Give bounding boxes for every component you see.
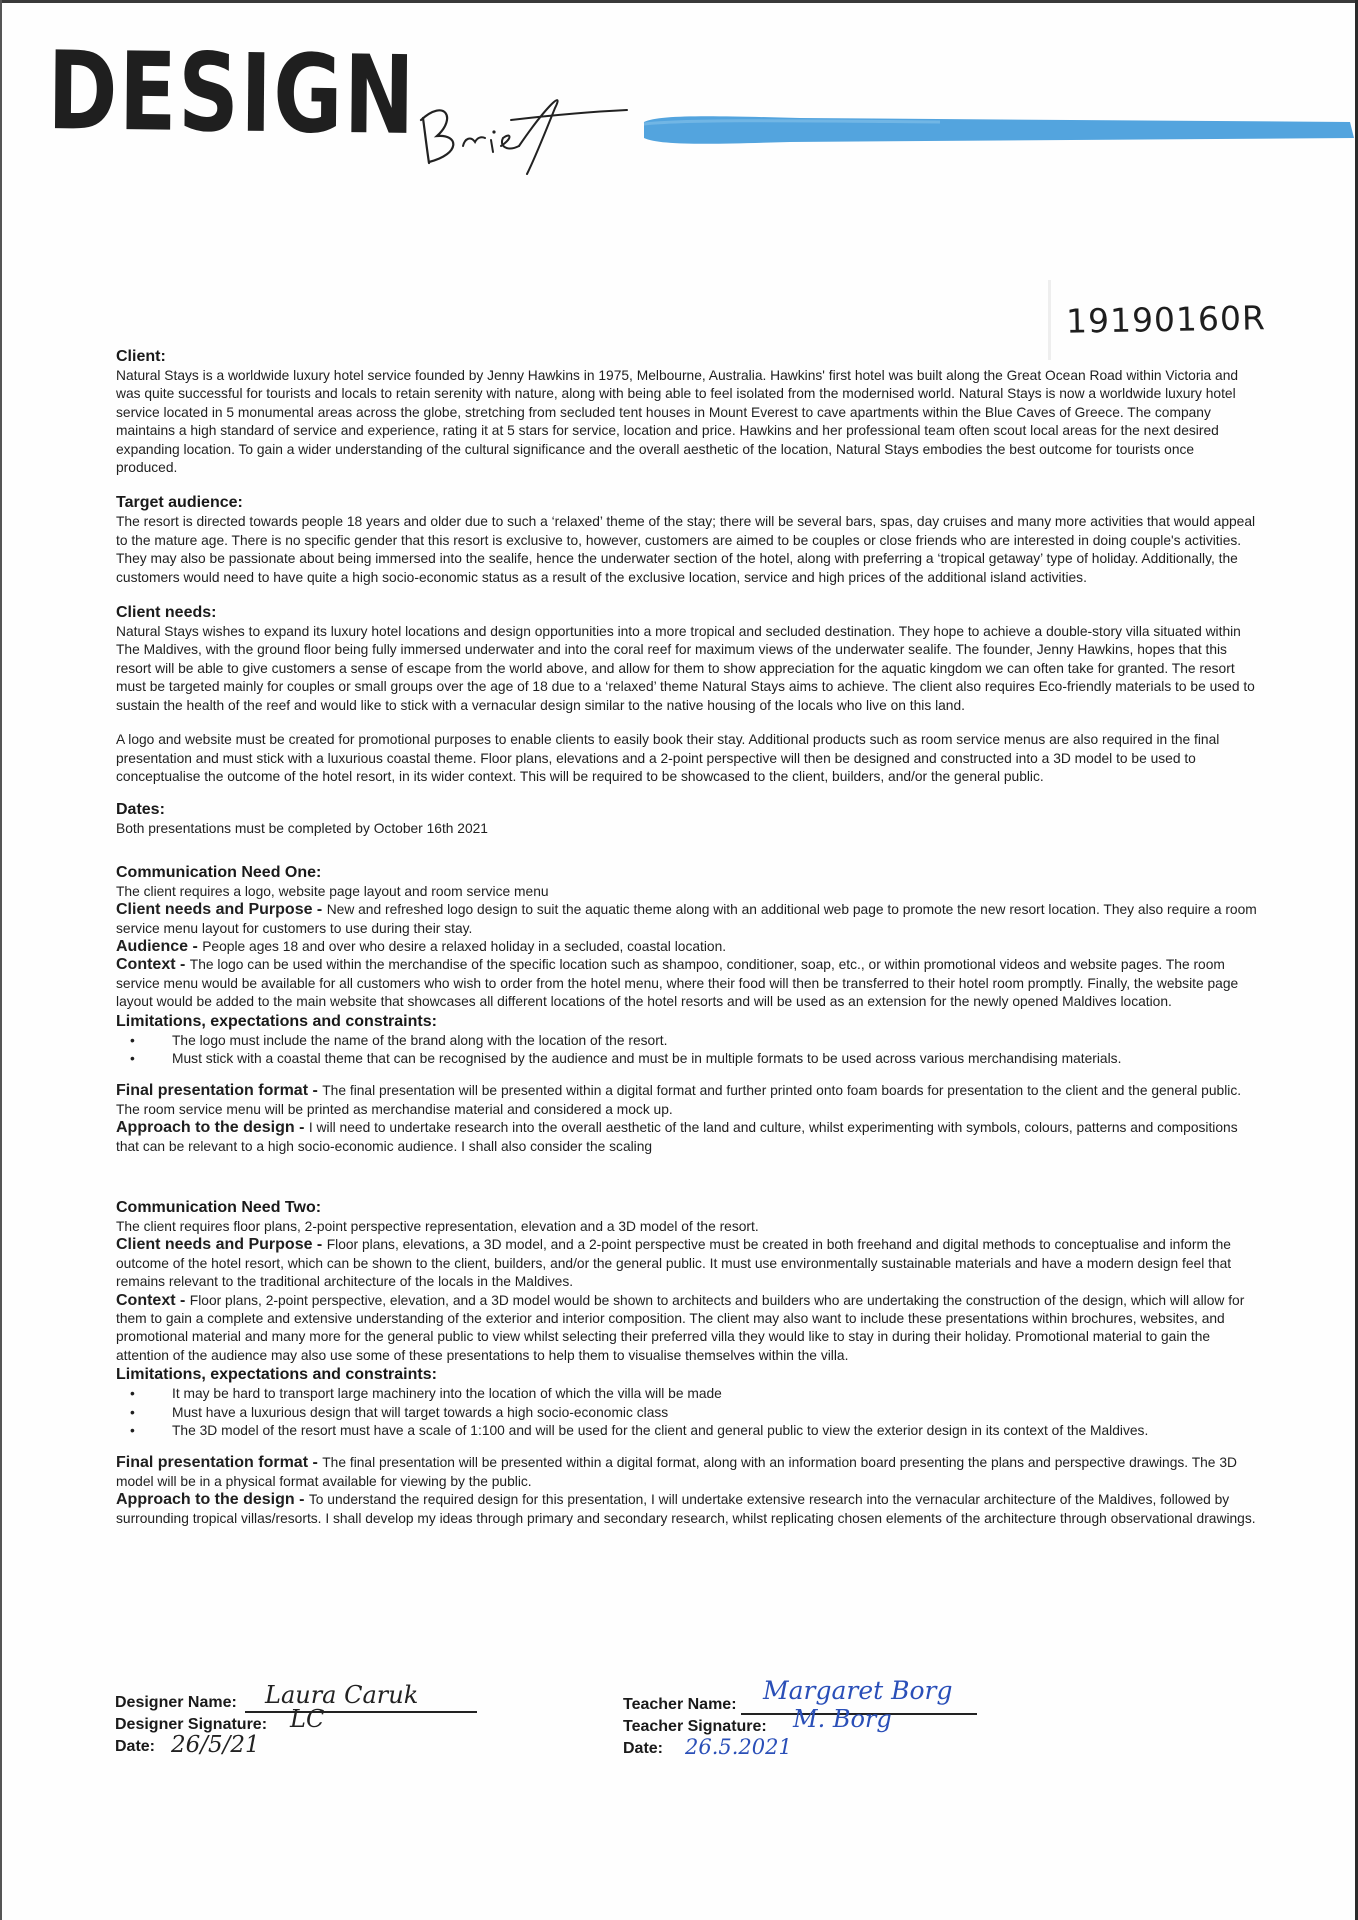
run-text: The logo can be used within the merchandise of the specific location such as shampoo, conditioner, soap, etc., or within promotional videos and website pages. The room service menu would be available for all customers who wish to order from the hotel menu, where their food will then be transferred to their hotel room promptly. Finally, the website page layout would be added to the main website that showcases all different locations of the hotel resorts and will be used as an extension for the newly opened Maldives location. xyxy=(116,957,1239,1010)
section-title: Communication Need Two: xyxy=(116,1199,322,1216)
run-text: The final presentation will be presented within a digital format and further printed onto foam boards for presentation to the client and the general public. The room service menu will be printed as merchandise material and considered a mock up. xyxy=(116,1083,1242,1117)
run-head-label: Final presentation format - xyxy=(116,1082,323,1100)
context-paragraph xyxy=(116,1292,1258,1366)
handwritten-signature: LC xyxy=(290,1705,325,1733)
field-label: Date: xyxy=(623,1740,664,1757)
communication-need-one xyxy=(116,863,1258,1156)
handwritten-designer-name: Laura Caruk xyxy=(265,1681,419,1709)
section-title: Limitations, expectations and constraints: xyxy=(116,1366,437,1384)
format-paragraph xyxy=(116,1454,1258,1491)
brief-content xyxy=(116,347,1258,1528)
client-needs-section xyxy=(116,603,1258,786)
section-text: The client requires a logo, website page layout and room service menu xyxy=(116,883,549,899)
handwritten-date: 26/5/21 xyxy=(171,1732,260,1758)
section-text: A logo and website must be created for promotional purposes to enable clients to easily book their stay. Additional products such as room service menus are also required in the final presentation and must stick with a luxurious coastal theme. Floor plans, elevations and a 2-point perspective will then be designed and constructed into a 3D model to be used to conceptualise the outcome of the hotel resort, in its wider context. This will be required to be showcased to the client, builders, and/or the general public. xyxy=(116,732,1220,784)
run-text: To understand the required design for this presentation, I will undertake extensive research into the vernacular architecture of the Maldives, followed by surrounding tropical villas/resorts. I shall develop my ideas through primary and secondary research, whilst replicating chosen elements of the architecture through observational drawings. xyxy=(116,1492,1256,1526)
field-label: Designer Name: xyxy=(115,1694,237,1711)
handwritten-teacher-name: Margaret Borg xyxy=(763,1676,953,1705)
section-text: Both presentations must be completed by October 16th 2021 xyxy=(116,821,488,837)
section-title: Limitations, expectations and constraints: xyxy=(116,1012,437,1030)
audience-paragraph xyxy=(116,938,1258,956)
list-item: • Must have a luxurious design that will target towards a high socio-economic class xyxy=(116,1404,1258,1422)
limitations-list xyxy=(116,1385,1258,1440)
run-text: People ages 18 and over who desire a relaxed holiday in a secluded, coastal location. xyxy=(202,938,727,954)
page-title: DESIGN xyxy=(47,29,417,159)
field-label: Teacher Signature: xyxy=(623,1718,767,1735)
section-text: Natural Stays wishes to expand its luxury hotel locations and design opportunities into a more tropical and secluded destination. They hope to achieve a double-story villa situated within The Maldives, with the ground floor being fully immersed underwater and into the coral reef for maximum views of the underwater sealife. The founder, Jenny Hawkins, hopes that this resort will be able to give customers a sense of escape from the world above, and allow for them to show appreciation for the aquatic kingdom we can often take for granted. The resort must be targeted mainly for couples or small groups over the age of 18 due to a ‘relaxed’ theme Natural Stays aims to achieve. The client also requires Eco-friendly materials to be used to sustain the health of the reef and would like to stick with a vernacular design similar to the native housing of the locals who live on this land. xyxy=(116,624,1255,713)
run-head-label: Audience - xyxy=(116,937,203,955)
limitations-list xyxy=(116,1032,1258,1069)
student-id: 19190160R xyxy=(1065,298,1267,341)
field-label: Teacher Name: xyxy=(623,1696,737,1713)
section-text: The resort is directed towards people 18 years and older due to such a ‘relaxed’ theme of the stay; there will be several bars, spas, day cruises and many more activities that would appeal to the mature age. There is no specific gender that this resort is exclusive to, however, customers are aimed to be couples or close friends who are interested in doing couple's activities. They may also be passionate about being immersed into the sealife, hence the underwater section of the hotel, along with preferring a ‘tropical getaway’ type of holiday. Additionally, the customers would need to have quite a high socio-economic status as a result of the exclusive location, service and high prices of the additional island activities. xyxy=(116,514,1256,585)
list-item: • The 3D model of the resort must have a scale of 1:100 and will be used for the client and general public to view the exterior design in its context of the Maldives. xyxy=(116,1422,1258,1440)
section-title: Client needs: xyxy=(116,604,217,622)
list-item: • Must stick with a coastal theme that can be recognised by the audience and must be in multiple formats to be used across various merchandising materials. xyxy=(116,1050,1258,1068)
section-title: Target audience: xyxy=(116,494,243,512)
run-head-label: Client needs and Purpose - xyxy=(116,901,327,919)
section-text: The client requires floor plans, 2-point perspective representation, elevation and a 3D model of the resort. xyxy=(116,1219,759,1234)
run-text: The final presentation will be presented within a digital format, along with an information board presenting the plans and perspective drawings. The 3D model will be in a physical format available for viewing by the public. xyxy=(116,1455,1237,1489)
field-label: Date: xyxy=(115,1738,156,1755)
section-title: Client: xyxy=(116,348,166,365)
run-head-label: Final presentation format - xyxy=(116,1454,323,1472)
list-item: • The logo must include the name of the brand along with the location of the resort. xyxy=(116,1032,1258,1050)
designer-name-row xyxy=(115,1681,535,1714)
dates-section xyxy=(116,800,1258,838)
client-section xyxy=(116,347,1258,477)
run-text: Floor plans, elevations, a 3D model, and a 2-point perspective must be created in both freehand and digital methods to conceptualise and inform the outcome of the hotel resort, which can be shown to the client, builders, and/or the general public. It must use environmentally sustainable materials and have a modern design feel that remains relevant to the traditional architecture of the locals in the Maldives. xyxy=(116,1237,1232,1290)
handwritten-brief xyxy=(415,88,635,178)
run-text: I will need to undertake research into the overall aesthetic of the land and culture, whilst experimenting with symbols, colours, patterns and compositions that can be relevant to a high socio-economic audience. I shall also consider the scaling xyxy=(116,1120,1238,1154)
purpose-paragraph xyxy=(116,901,1258,938)
designer-signature-block xyxy=(115,1681,535,1758)
section-title: Communication Need One: xyxy=(116,863,322,881)
run-text: Floor plans, 2-point perspective, elevation, and a 3D model would be shown to architects and builders who are undertaking the construction of the design, which will allow for them to gain a complete and extensive understanding of the exterior and interior composition. The client may also want to include these presentations within brochures, websites, and promotional material and many more for the general public to view whilst selecting their preferred villa they would like to stay in during their holiday. Promotional material to gain the attention of the audience may also use some of these presentations to help them to visualise themselves within the villa. xyxy=(116,1292,1245,1363)
run-head-label: Client needs and Purpose - xyxy=(116,1236,327,1254)
teacher-signature-block xyxy=(623,1676,1043,1760)
handwritten-signature: M. Borg xyxy=(793,1705,892,1733)
run-head-label: Context - xyxy=(116,1291,190,1309)
brush-stroke-accent xyxy=(640,108,1358,152)
purpose-paragraph xyxy=(116,1236,1258,1291)
approach-paragraph xyxy=(116,1119,1258,1156)
approach-paragraph xyxy=(116,1491,1258,1528)
teacher-date-row xyxy=(623,1735,1043,1760)
run-head-label: Context - xyxy=(116,956,190,974)
scan-edge xyxy=(0,0,2,1920)
field-label: Designer Signature: xyxy=(115,1716,268,1733)
section-text: Natural Stays is a worldwide luxury hotel service founded by Jenny Hawkins in 1975, Melbourne, Australia. Hawkins' first hotel was built along the Great Ocean Road within Victoria and was quite successful for tourists and locals to retain serenity with nature, along with being able to feel isolated from the modernised world. Natural Stays is now a worldwide luxury hotel service located in 5 monumental areas across the globe, stretching from secluded tent houses in Mount Everest to cave apartments within the Blue Caves of Greece. The company maintains a high standard of service and experience, rating it at 5 stars for service, location and price. Hawkins and her professional team often scout local areas for the next desired expanding location. To gain a wider understanding of the cultural significance and the overall aesthetic of the location, Natural Stays embodies the best outcome for tourists once produced. xyxy=(116,368,1239,476)
section-title: Dates: xyxy=(116,801,165,819)
designer-date-row xyxy=(115,1732,535,1758)
run-head-label: Approach to the design - xyxy=(116,1491,309,1509)
handwritten-date: 26.5.2021 xyxy=(685,1735,792,1759)
scan-edge xyxy=(0,0,1358,3)
list-item: • It may be hard to transport large machinery into the location of which the villa will be made xyxy=(116,1385,1258,1403)
run-text: New and refreshed logo design to suit the aquatic theme along with an additional web page to promote the new resort location. They also require a room service menu layout for customers to use during their stay. xyxy=(116,902,1257,936)
signature-line xyxy=(245,1711,477,1713)
communication-need-two xyxy=(116,1198,1258,1528)
run-head-label: Approach to the design - xyxy=(116,1119,309,1137)
target-audience-section xyxy=(116,493,1258,587)
context-paragraph xyxy=(116,956,1258,1011)
format-paragraph xyxy=(116,1082,1258,1119)
